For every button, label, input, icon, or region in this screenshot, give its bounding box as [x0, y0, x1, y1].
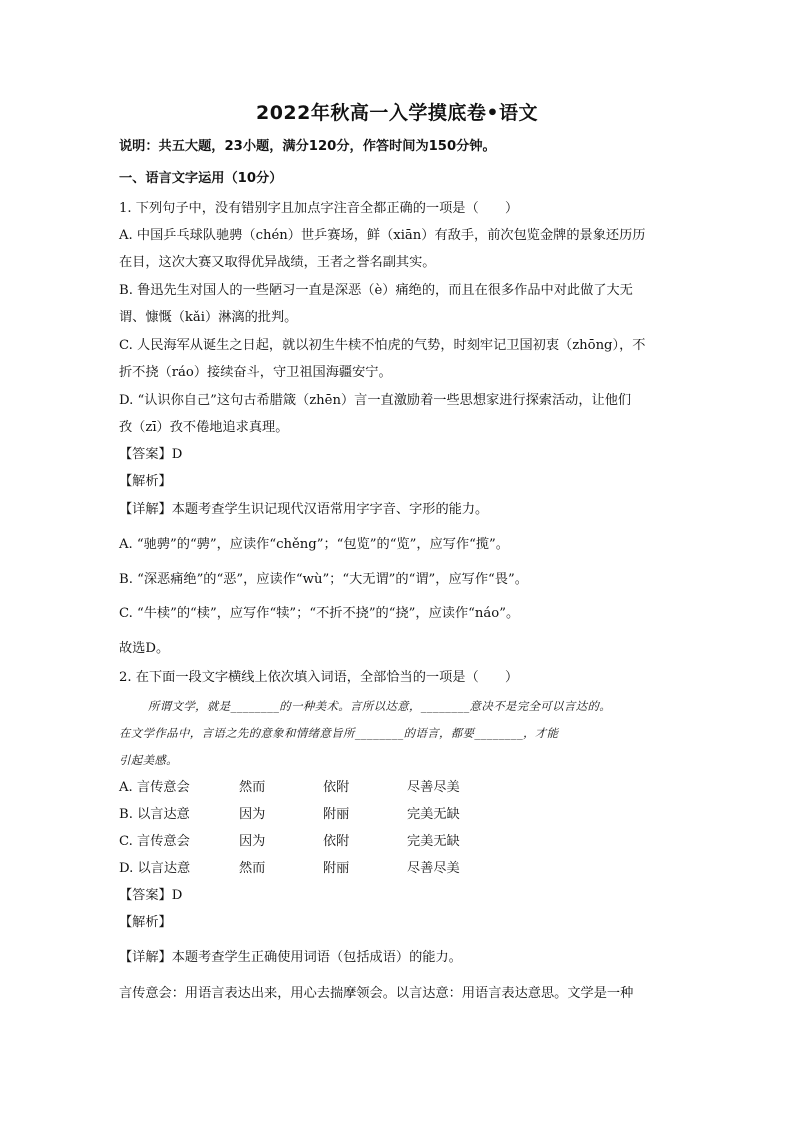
q2-option-d-word-4: 尽善尽美 — [407, 861, 460, 876]
q1-explain-c: C. “牛椟”的“椟”，应写作“犊”；“不折不挠”的“挠”，应读作“náo”。 — [119, 606, 520, 621]
q1-analysis-label: 【解析】 — [119, 474, 172, 489]
q1-option-b-line-1: B. 鲁迅先生对国人的一些陋习一直是深恶（è）痛绝的，而且在很多作品中对此做了大无 — [119, 283, 633, 298]
question-1-stem: 1. 下列句子中，没有错别字且加点字注音全都正确的一项是（ ） — [119, 201, 519, 216]
q2-option-d-label: D. 以言达意 — [119, 861, 191, 876]
q2-answer: 【答案】D — [119, 888, 183, 903]
q2-option-d-word-2: 然而 — [239, 861, 266, 876]
q1-conclusion: 故选D。 — [119, 641, 170, 656]
instructions: 说明：共五大题，23小题，满分120分，作答时间为150分钟。 — [119, 139, 496, 154]
q1-option-a-line-2: 在目，这次大赛又取得优异战绩，王者之誉名副其实。 — [119, 255, 436, 270]
q2-option-b-word-3: 附丽 — [323, 807, 350, 822]
q2-passage-line-1: 所谓文学，就是________的一种美术。言所以达意，________意决不是完全可以言达的。 — [148, 699, 612, 713]
q2-option-d-word-3: 附丽 — [323, 861, 350, 876]
q2-option-c-word-3: 依附 — [323, 834, 350, 849]
q2-analysis-label: 【解析】 — [119, 915, 172, 930]
q2-explain-line-1: 言传意会：用语言表达出来，用心去揣摩领会。以言达意：用语言表达意思。文学是一种 — [119, 986, 634, 1001]
q1-explain-a: A. “驰骋”的“骋”，应读作“chěng”；“包览”的“览”，应写作“揽”。 — [119, 537, 509, 552]
q2-option-a-word-2: 然而 — [239, 780, 266, 795]
q2-passage-line-3: 引起美感。 — [119, 753, 178, 767]
q1-option-b-line-2: 谓、慷慨（kǎi）淋漓的批判。 — [119, 310, 298, 325]
q2-option-b-word-4: 完美无缺 — [407, 807, 460, 822]
q2-option-a-word-4: 尽善尽美 — [407, 780, 460, 795]
page-title: 2022年秋高一入学摸底卷•语文 — [255, 102, 539, 124]
q1-answer: 【答案】D — [119, 447, 183, 462]
q1-explain-b: B. “深恶痛绝”的“恶”，应读作“wù”；“大无谓”的“谓”，应写作“畏”。 — [119, 572, 528, 587]
question-2-stem: 2. 在下面一段文字横线上依次填入词语，全部恰当的一项是（ ） — [119, 670, 519, 685]
q2-option-c-word-4: 完美无缺 — [407, 834, 460, 849]
q1-option-d-line-1: D. “认识你自己”这句古希腊箴（zhēn）言一直激励着一些思想家进行探索活动，让他们 — [119, 393, 632, 408]
q2-option-c-label: C. 言传意会 — [119, 834, 190, 849]
q1-option-d-line-2: 孜（zī）孜不倦地追求真理。 — [119, 420, 289, 435]
q2-passage-line-2: 在文学作品中，言语之先的意象和情绪意旨所________的语言，都要________，才能 — [119, 726, 559, 740]
q2-option-b-word-2: 因为 — [239, 807, 266, 822]
q2-detail: 【详解】本题考查学生正确使用词语（包括成语）的能力。 — [119, 950, 462, 965]
q1-option-c-line-2: 折不挠（ráo）接续奋斗，守卫祖国海疆安宁。 — [119, 365, 392, 380]
q1-option-c-line-1: C. 人民海军从诞生之日起，就以初生牛椟不怕虎的气势，时刻牢记卫国初衷（zhōng），不 — [119, 338, 646, 353]
q2-option-a-label: A. 言传意会 — [119, 780, 190, 795]
section-heading: 一、语言文字运用（10分） — [119, 171, 283, 186]
q2-option-b-label: B. 以言达意 — [119, 807, 190, 822]
q1-detail: 【详解】本题考查学生识记现代汉语常用字字音、字形的能力。 — [119, 502, 489, 517]
q2-option-c-word-2: 因为 — [239, 834, 266, 849]
q2-option-a-word-3: 依附 — [323, 780, 350, 795]
q1-option-a-line-1: A. 中国乒乓球队驰骋（chén）世乒赛场，鲜（xiān）有敌手，前次包览金牌的景象还历历 — [119, 228, 646, 243]
